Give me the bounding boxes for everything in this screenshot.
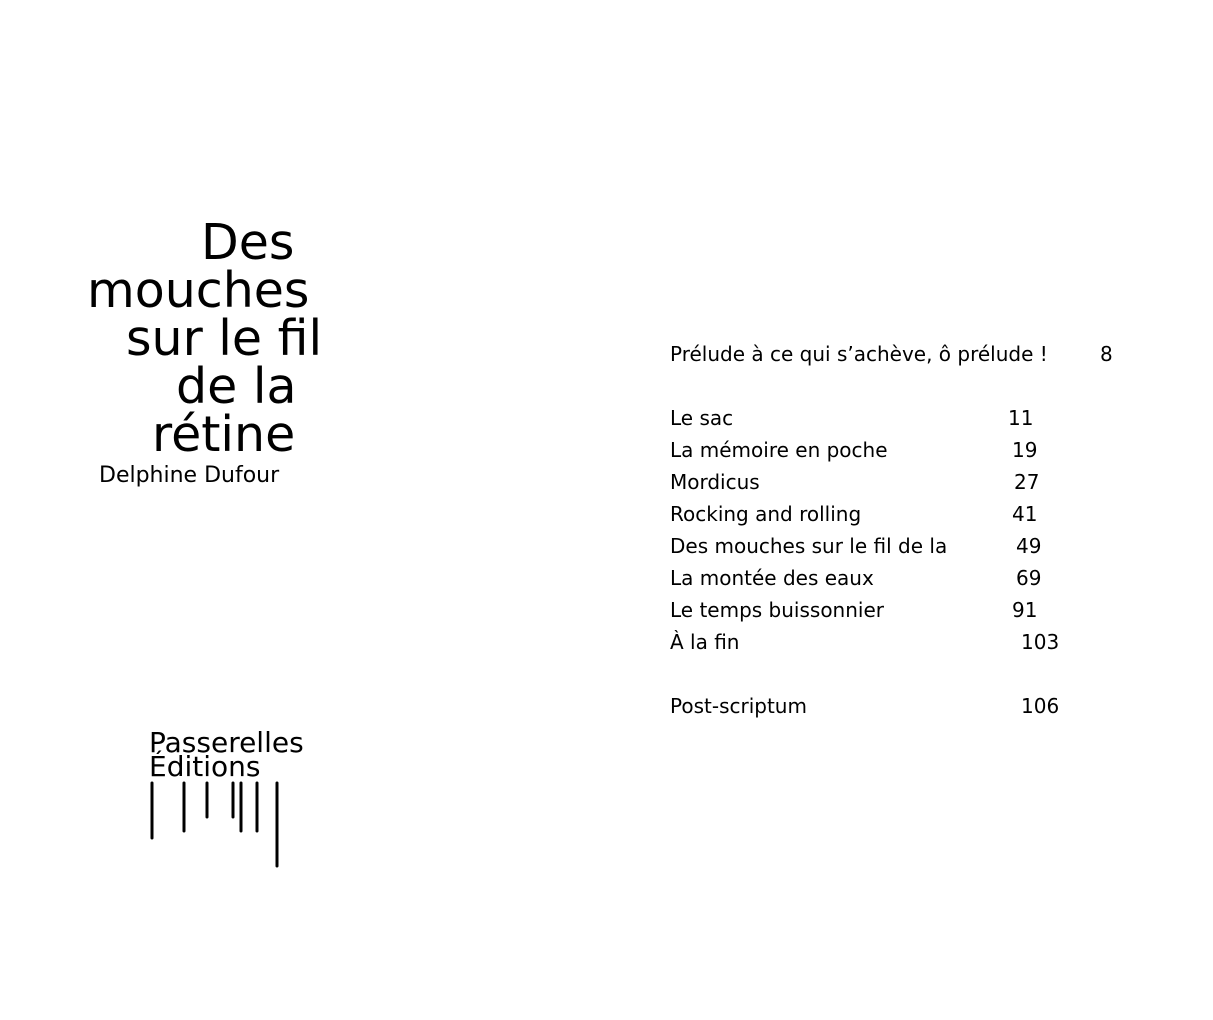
book-title-line-1: Des [201, 214, 295, 271]
publisher-name-line-2: Éditions [149, 750, 261, 783]
toc-entry-page: 11 [1008, 406, 1034, 430]
toc-entry-postscript [670, 690, 807, 722]
toc-entry-label: Le temps buissonnier [670, 598, 884, 622]
toc-entry [670, 594, 884, 626]
toc-entry [670, 562, 874, 594]
book-title-line-4: de la [176, 358, 297, 415]
toc-entry-page: 27 [1014, 470, 1040, 494]
toc-entry [670, 498, 861, 530]
toc-entry-label: La montée des eaux [670, 566, 874, 590]
toc-entry-page: 19 [1012, 438, 1038, 462]
toc-entry-page: 49 [1016, 534, 1042, 558]
toc-entry [670, 530, 947, 562]
toc-entry-label: Des mouches sur le fil de la [670, 534, 948, 558]
toc-entry-label: Rocking and rolling [670, 502, 862, 526]
toc-entry-page: 106 [1021, 694, 1060, 718]
toc-entry-page: 8 [1100, 342, 1113, 366]
publisher-logo-icon [140, 776, 300, 876]
toc-entry-label: La mémoire en poche [670, 438, 888, 462]
toc-entry-page: 41 [1012, 502, 1038, 526]
toc-entry-prelude [670, 338, 1113, 370]
book-cover [0, 0, 600, 1020]
book-title-line-5: rétine [152, 406, 296, 463]
table-of-contents [670, 0, 1190, 1020]
book-title-line-3: sur le fil [126, 310, 323, 367]
toc-entry-label: Post-scriptum [670, 694, 807, 718]
toc-entry-label: À la fin [670, 630, 740, 654]
toc-entry-page: 69 [1016, 566, 1042, 590]
toc-entry-page: 91 [1012, 598, 1038, 622]
book-title-line-2: mouches [87, 262, 310, 319]
toc-entry [670, 402, 733, 434]
author-name: Delphine Dufour [99, 463, 280, 488]
toc-entry-label: Prélude à ce qui s’achève, ô prélude ! [670, 342, 1048, 366]
publisher-name-line-1: Passerelles [149, 726, 304, 759]
toc-entry [670, 626, 739, 658]
toc-entry-label: Le sac [670, 406, 734, 430]
toc-entry [670, 466, 760, 498]
toc-entry-page: 103 [1021, 630, 1060, 654]
toc-entry-label: Mordicus [670, 470, 760, 494]
toc-entry [670, 434, 888, 466]
